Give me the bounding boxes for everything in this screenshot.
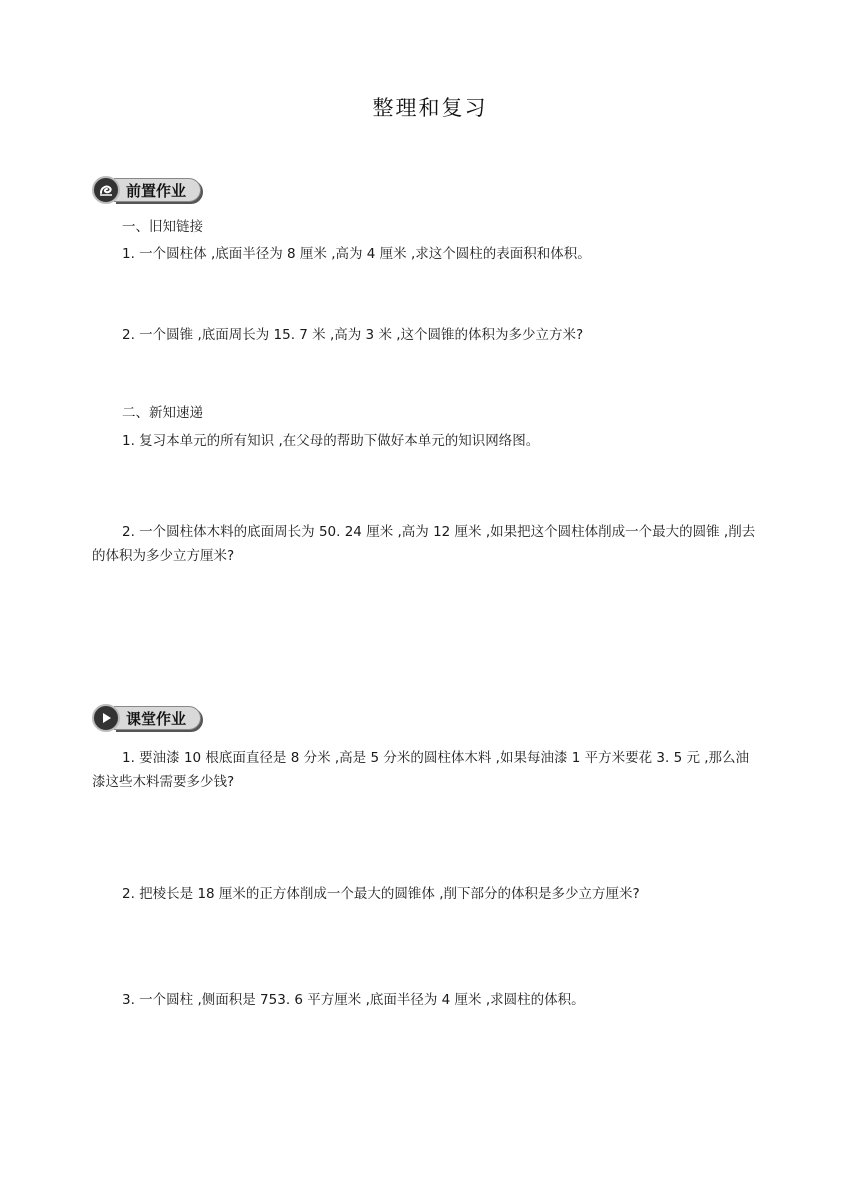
question-text: 2. 把棱长是 18 厘米的正方体削成一个最大的圆锥体 ,削下部分的体积是多少立方厘米? [122, 886, 640, 902]
question-text: 1. 复习本单元的所有知识 ,在父母的帮助下做好本单元的知识网络图。 [122, 433, 540, 449]
question-text: 1. 一个圆柱体 ,底面半径为 8 厘米 ,高为 4 厘米 ,求这个圆柱的表面积和体积。 [122, 246, 591, 262]
class-homework-label: 课堂作业 [114, 706, 201, 730]
pre-homework-badge [92, 175, 201, 205]
question-text: 1. 要油漆 10 根底面直径是 8 分米 ,高是 5 分米的圆柱体木料 ,如果每油漆 1 平方米要花 3. 5 元 ,那么油 漆这些木料需要多少钱? [92, 750, 750, 790]
page-title: 整理和复习 [372, 96, 488, 120]
question-text: 2. 一个圆柱体木料的底面周长为 50. 24 厘米 ,高为 12 厘米 ,如果把这个圆柱体削成一个最大的圆锥 ,削去的体积为多少立方厘米? [92, 524, 756, 564]
question-text: 3. 一个圆柱 ,侧面积是 753. 6 平方厘米 ,底面半径为 4 厘米 ,求圆柱的体积。 [122, 992, 585, 1008]
question-text: 2. 一个圆锥 ,底面周长为 15. 7 米 ,高为 3 米 ,这个圆锥的体积为多少立方米? [122, 327, 584, 343]
pre-homework-label: 前置作业 [114, 178, 201, 202]
class-homework-badge [92, 703, 201, 733]
swirl-icon [92, 176, 120, 204]
play-icon [92, 704, 120, 732]
section-heading-new-knowledge: 二、新知速递 [122, 405, 203, 421]
section-heading-old-knowledge: 一、旧知链接 [122, 219, 203, 235]
